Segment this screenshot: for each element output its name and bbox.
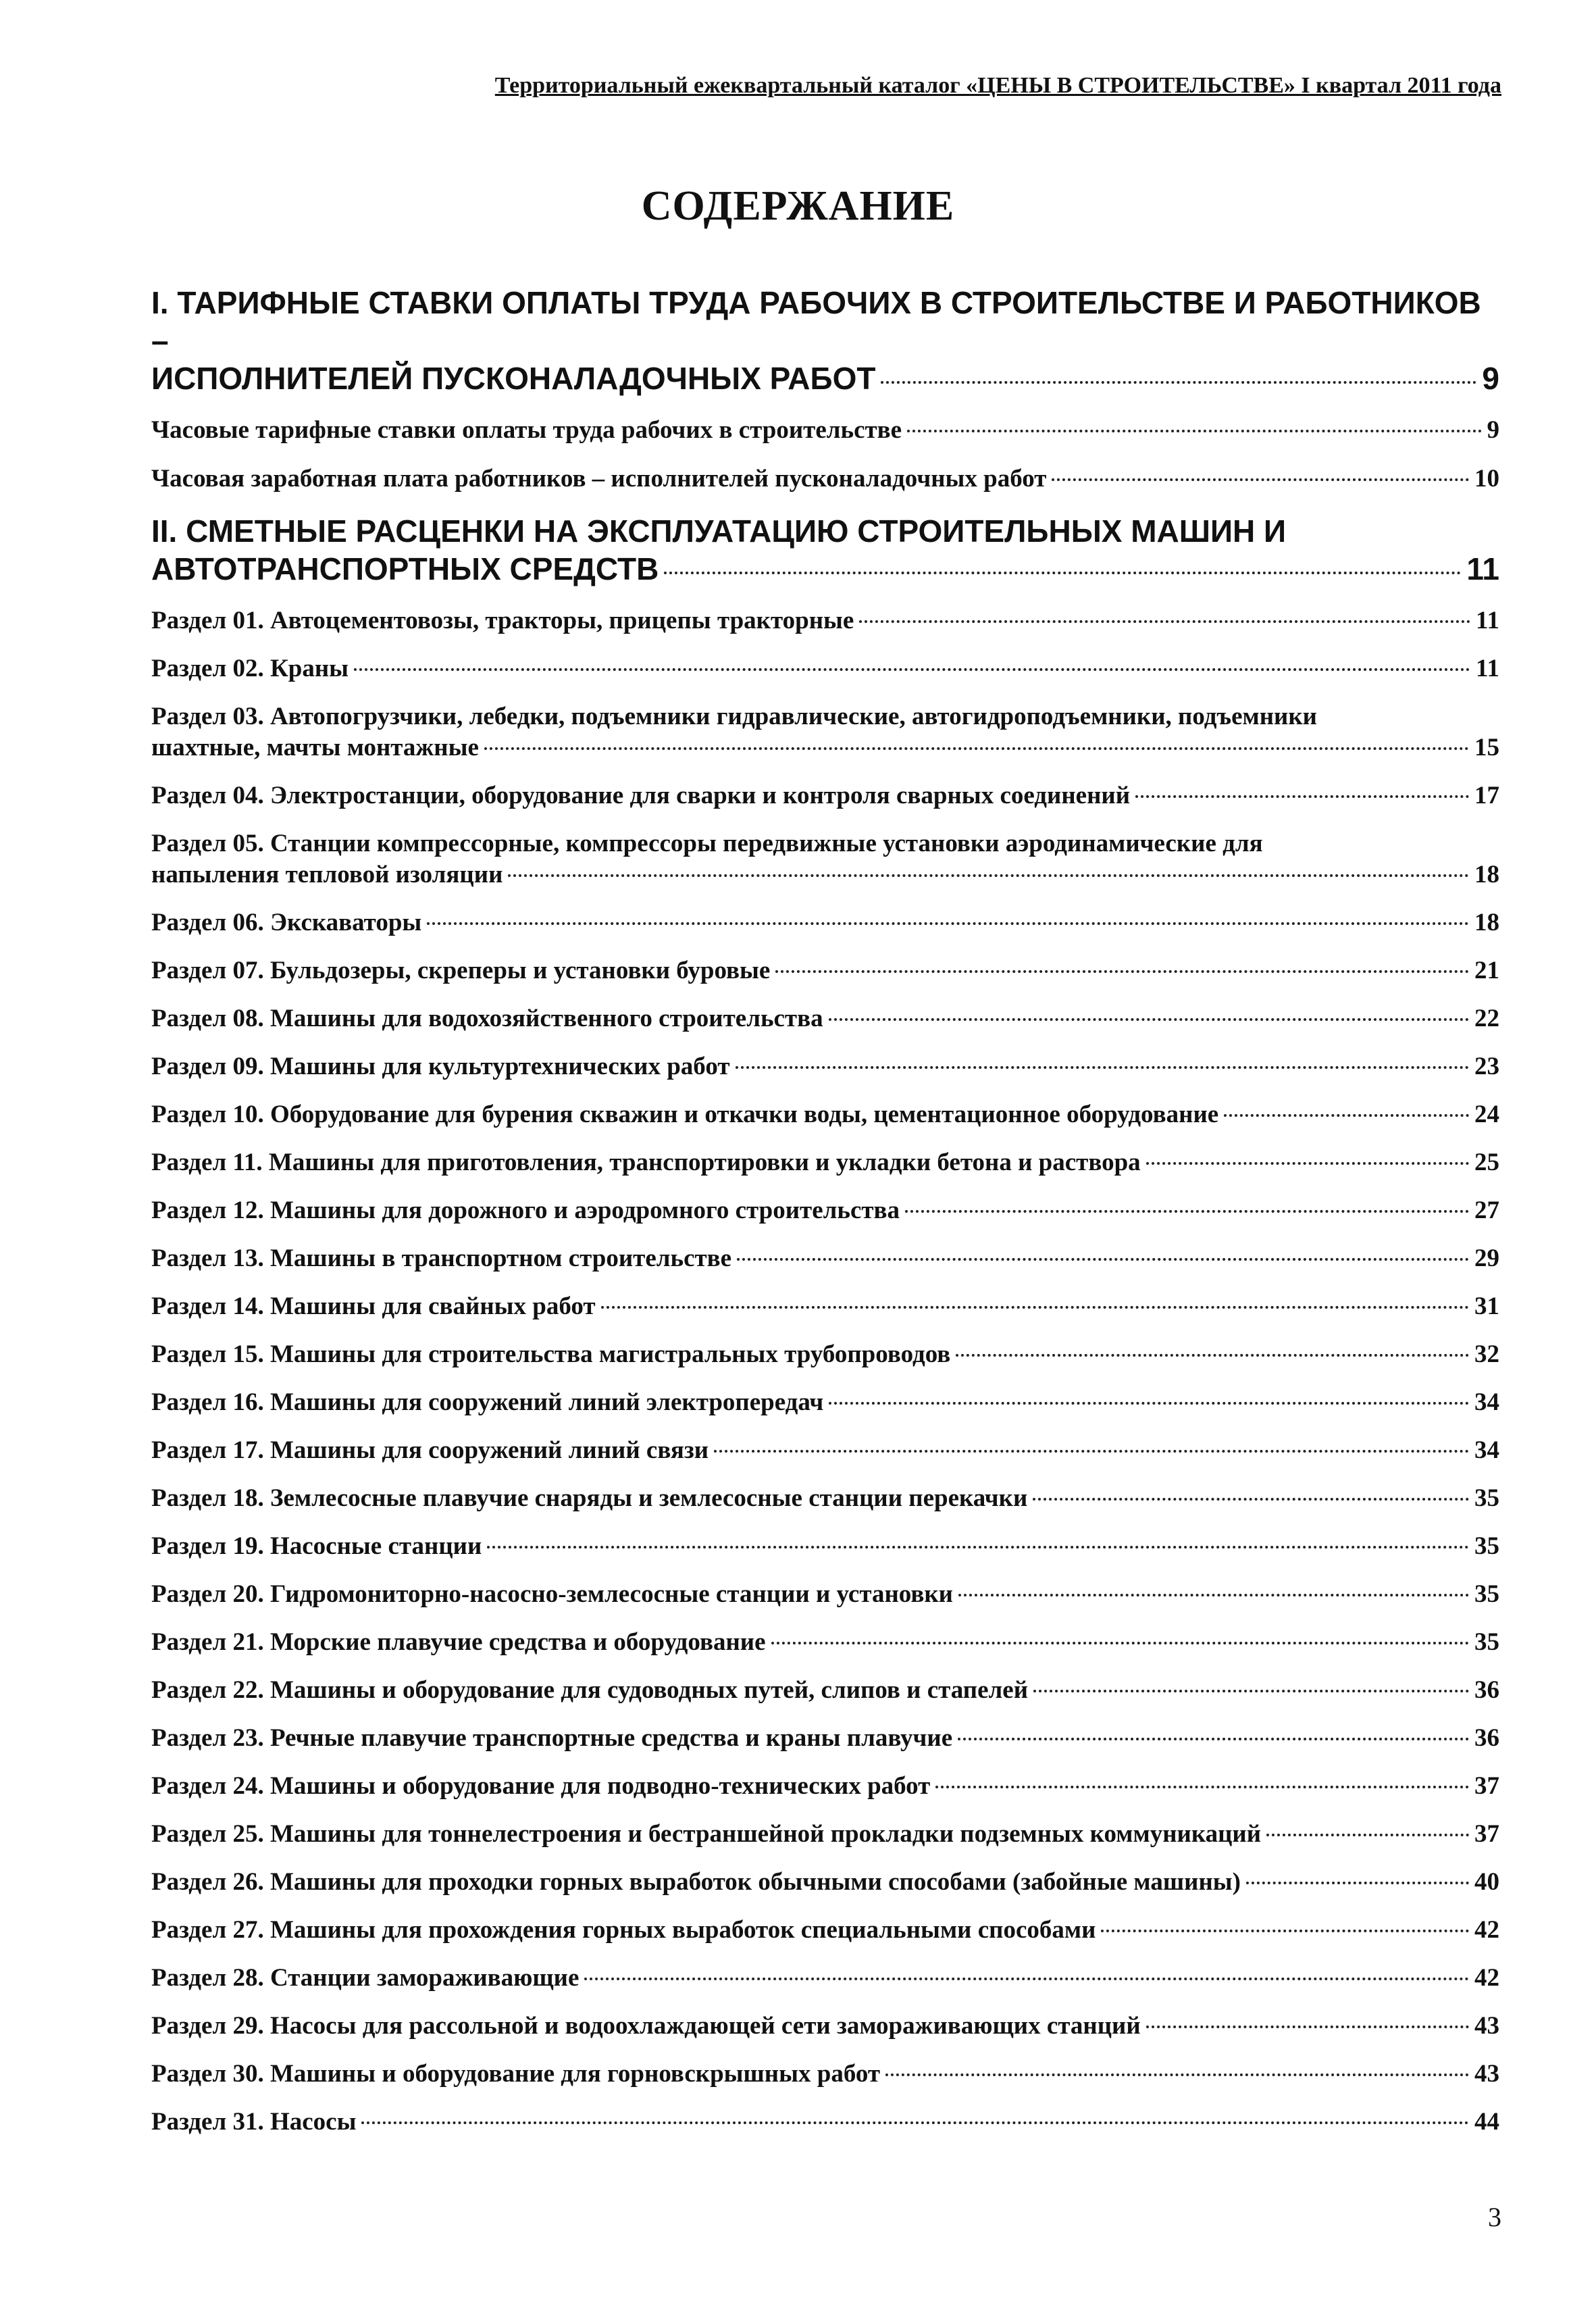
toc-section-text: Раздел 12. Машины для дорожного и аэродромного строительства [151,1197,900,1224]
toc-part-1[interactable] [151,284,1499,397]
toc-section-text: Раздел 13. Машины в транспортном строительстве [151,1244,732,1272]
toc-section-entry[interactable] [151,1435,1499,1466]
dot-leader [484,747,1469,750]
toc-page-number: 29 [1474,1244,1499,1272]
toc-section-text: Раздел 20. Гидромониторно-насосно-землесосные станции и установки [151,1580,953,1608]
dot-leader [935,1786,1469,1788]
toc-page-number: 37 [1474,1772,1499,1800]
dot-leader [508,874,1469,877]
toc-section-entry[interactable] [151,1675,1499,1706]
dot-leader [1146,1162,1469,1165]
toc-section-text: Раздел 24. Машины и оборудование для подводно-технических работ [151,1772,931,1800]
toc-page-number: 40 [1474,1868,1499,1896]
toc-page-number: 43 [1474,2060,1499,2088]
toc-section-text: Раздел 19. Насосные станции [151,1532,482,1560]
toc-section-entry[interactable] [151,907,1499,938]
dot-leader [829,1402,1469,1405]
toc-subitem[interactable] [151,463,1499,495]
toc-section-text: Раздел 15. Машины для строительства магистральных трубопроводов [151,1340,951,1368]
toc-section-entry[interactable] [151,1723,1499,1754]
toc-section-text: шахтные, мачты монтажные [151,734,479,761]
toc-page-number: 9 [1487,416,1499,444]
toc-page-number: 42 [1474,1964,1499,1992]
toc-section-list [151,605,1499,2138]
toc-section-entry[interactable] [151,1243,1499,1274]
toc-section-text: Раздел 21. Морские плавучие средства и оборудование [151,1628,766,1656]
toc-section-entry[interactable] [151,2011,1499,2042]
toc-page-number: 42 [1474,1916,1499,1944]
toc-page-number: 18 [1474,909,1499,936]
toc-page-number: 35 [1474,1580,1499,1608]
dot-leader [714,1450,1469,1453]
toc-section-entry[interactable] [151,1387,1499,1418]
toc-page-number: 35 [1474,1628,1499,1656]
toc-section-entry[interactable] [151,1339,1499,1370]
toc-section-entry[interactable] [151,1867,1499,1898]
dot-leader [1266,1834,1469,1836]
toc-section-text: Раздел 07. Бульдозеры, скреперы и установки буровые [151,957,771,984]
toc-subitem-text: Часовая заработная плата работников – исполнителей пусконаладочных работ [151,465,1047,493]
dot-leader [1033,1498,1469,1501]
toc-page-number: 25 [1474,1149,1499,1176]
toc-section-text: Раздел 02. Краны [151,655,349,682]
running-header: Территориальный ежеквартальный каталог «ЦЕНЫ В СТРОИТЕЛЬСТВЕ» I квартал 2011 года [494,73,1501,98]
table-of-contents [151,284,1499,2138]
dot-leader [736,1066,1469,1069]
toc-section-text: Раздел 28. Станции замораживающие [151,1964,580,1992]
toc-page-number: 18 [1474,861,1499,888]
toc-section-entry[interactable] [151,1147,1499,1178]
toc-section-text: напыления тепловой изоляции [151,861,503,888]
toc-section-entry[interactable] [151,1579,1499,1610]
toc-subitem-text: Часовые тарифные ставки оплаты труда рабочих в строительстве [151,416,902,444]
dot-leader [829,1018,1469,1021]
toc-section-entry[interactable] [151,605,1499,636]
toc-section-text: Раздел 09. Машины для культуртехнических работ [151,1053,730,1080]
toc-page-number: 34 [1474,1436,1499,1464]
toc-page-number: 43 [1474,2012,1499,2040]
toc-section-entry[interactable] [151,1483,1499,1514]
toc-section-entry[interactable] [151,1291,1499,1322]
toc-section-text: Раздел 23. Речные плавучие транспортные средства и краны плавучие [151,1724,953,1752]
toc-page-number: 37 [1474,1820,1499,1848]
toc-page-number: 34 [1474,1388,1499,1416]
toc-section-text: Раздел 01. Автоцементовозы, тракторы, прицепы тракторные [151,607,854,634]
dot-leader [1135,795,1469,798]
dot-leader [664,572,1461,574]
toc-page-number: 22 [1474,1005,1499,1032]
dot-leader [859,620,1470,623]
toc-page-number: 44 [1474,2108,1499,2136]
toc-page-number: 23 [1474,1053,1499,1080]
toc-page-number: 9 [1482,361,1499,396]
dot-leader [956,1354,1469,1357]
toc-section-entry[interactable] [151,1771,1499,1802]
dot-leader [1033,1690,1469,1692]
toc-page-number: 11 [1466,551,1499,586]
toc-page-number: 17 [1474,782,1499,809]
toc-page-number: 11 [1476,607,1499,634]
page-number: 3 [1488,2202,1501,2232]
dot-leader [1052,478,1469,481]
dot-leader [601,1306,1469,1309]
toc-page-number: 27 [1474,1197,1499,1224]
toc-section-entry[interactable] [151,828,1499,890]
toc-section-entry[interactable] [151,955,1499,986]
dot-leader [881,381,1476,384]
toc-section-text: Раздел 17. Машины для сооружений линий связи [151,1436,709,1464]
toc-section-entry[interactable] [151,653,1499,684]
toc-page-number: 36 [1474,1724,1499,1752]
toc-section-entry[interactable] [151,1195,1499,1226]
toc-page-number: 32 [1474,1340,1499,1368]
toc-page-number: 35 [1474,1484,1499,1512]
toc-section-text: Раздел 26. Машины для проходки горных выработок обычными способами (забойные машины) [151,1868,1241,1896]
toc-section-text: Раздел 29. Насосы для рассольной и водоохлаждающей сети замораживающих станций [151,2012,1141,2040]
dot-leader [907,430,1481,432]
toc-section-text: Раздел 14. Машины для свайных работ [151,1292,596,1320]
toc-section-entry[interactable] [151,701,1499,763]
toc-part-2-line2: АВТОТРАНСПОРТНЫХ СРЕДСТВ [151,551,659,586]
dot-leader [775,970,1469,973]
dot-leader [584,1978,1469,1980]
toc-part-1-line2: ИСПОЛНИТЕЛЕЙ ПУСКОНАЛАДОЧНЫХ РАБОТ [151,361,876,396]
toc-section-entry[interactable] [151,1051,1499,1082]
toc-section-entry[interactable] [151,1531,1499,1562]
toc-section-text-line1: Раздел 05. Станции компрессорные, компрессоры передвижные установки аэродинамические для [151,830,1263,857]
toc-section-entry[interactable] [151,1003,1499,1034]
toc-section-entry[interactable] [151,1099,1499,1130]
dot-leader [958,1738,1469,1740]
page-title: СОДЕРЖАНИЕ [641,183,955,229]
toc-section-text: Раздел 16. Машины для сооружений линий электропередач [151,1388,824,1416]
toc-page-number: 24 [1474,1101,1499,1128]
toc-page-number: 15 [1474,734,1499,761]
dot-leader [1101,1930,1469,1932]
toc-page-number: 11 [1476,655,1499,682]
dot-leader [771,1642,1470,1644]
toc-section-text: Раздел 27. Машины для прохождения горных выработок специальными способами [151,1916,1096,1944]
toc-section-text: Раздел 25. Машины для тоннелестроения и бестраншейной прокладки подземных коммуникаций [151,1820,1262,1848]
dot-leader [1246,1882,1469,1884]
dot-leader [958,1594,1469,1596]
toc-section-text: Раздел 22. Машины и оборудование для судоводных путей, слипов и стапелей [151,1676,1029,1704]
toc-page-number: 35 [1474,1532,1499,1560]
dot-leader [1224,1114,1469,1117]
toc-section-text: Раздел 04. Электростанции, оборудование для сварки и контроля сварных соединений [151,782,1131,809]
toc-section-text-line1: Раздел 03. Автопогрузчики, лебедки, подъемники гидравлические, автогидроподъемники, подъемники [151,703,1317,730]
dot-leader [487,1546,1469,1549]
toc-page-number: 10 [1474,465,1499,493]
toc-section-text: Раздел 06. Экскаваторы [151,909,422,936]
dot-leader [354,668,1470,671]
toc-section-text: Раздел 10. Оборудование для бурения скважин и откачки воды, цементационное оборудование [151,1101,1219,1128]
dot-leader [427,922,1469,925]
toc-page-number: 21 [1474,957,1499,984]
dot-leader [737,1258,1469,1261]
toc-section-text: Раздел 31. Насосы [151,2108,357,2136]
toc-section-text: Раздел 08. Машины для водохозяйственного строительства [151,1005,823,1032]
toc-part-2-line1: II. СМЕТНЫЕ РАСЦЕНКИ НА ЭКСПЛУАТАЦИЮ СТРОИТЕЛЬНЫХ МАШИН И [151,513,1287,549]
toc-section-text: Раздел 30. Машины и оборудование для горновскрышных работ [151,2060,881,2088]
toc-page-number: 31 [1474,1292,1499,1320]
toc-section-entry[interactable] [151,1915,1499,1946]
toc-section-text: Раздел 11. Машины для приготовления, транспортировки и укладки бетона и раствора [151,1149,1141,1176]
toc-part-1-line1: I. ТАРИФНЫЕ СТАВКИ ОПЛАТЫ ТРУДА РАБОЧИХ В СТРОИТЕЛЬСТВЕ И РАБОТНИКОВ – [151,285,1481,358]
toc-section-entry[interactable] [151,1627,1499,1658]
toc-section-entry[interactable] [151,1819,1499,1850]
dot-leader [1146,2026,1469,2028]
toc-section-entry[interactable] [151,1963,1499,1994]
dot-leader [905,1210,1469,1213]
dot-leader [361,2121,1469,2124]
toc-section-entry[interactable] [151,780,1499,811]
toc-section-entry[interactable] [151,2107,1499,2138]
toc-part-2[interactable] [151,512,1499,588]
dot-leader [885,2073,1469,2076]
toc-page-number: 36 [1474,1676,1499,1704]
toc-section-text: Раздел 18. Землесосные плавучие снаряды и землесосные станции перекачки [151,1484,1028,1512]
toc-subitem[interactable] [151,415,1499,446]
toc-section-entry[interactable] [151,2059,1499,2090]
